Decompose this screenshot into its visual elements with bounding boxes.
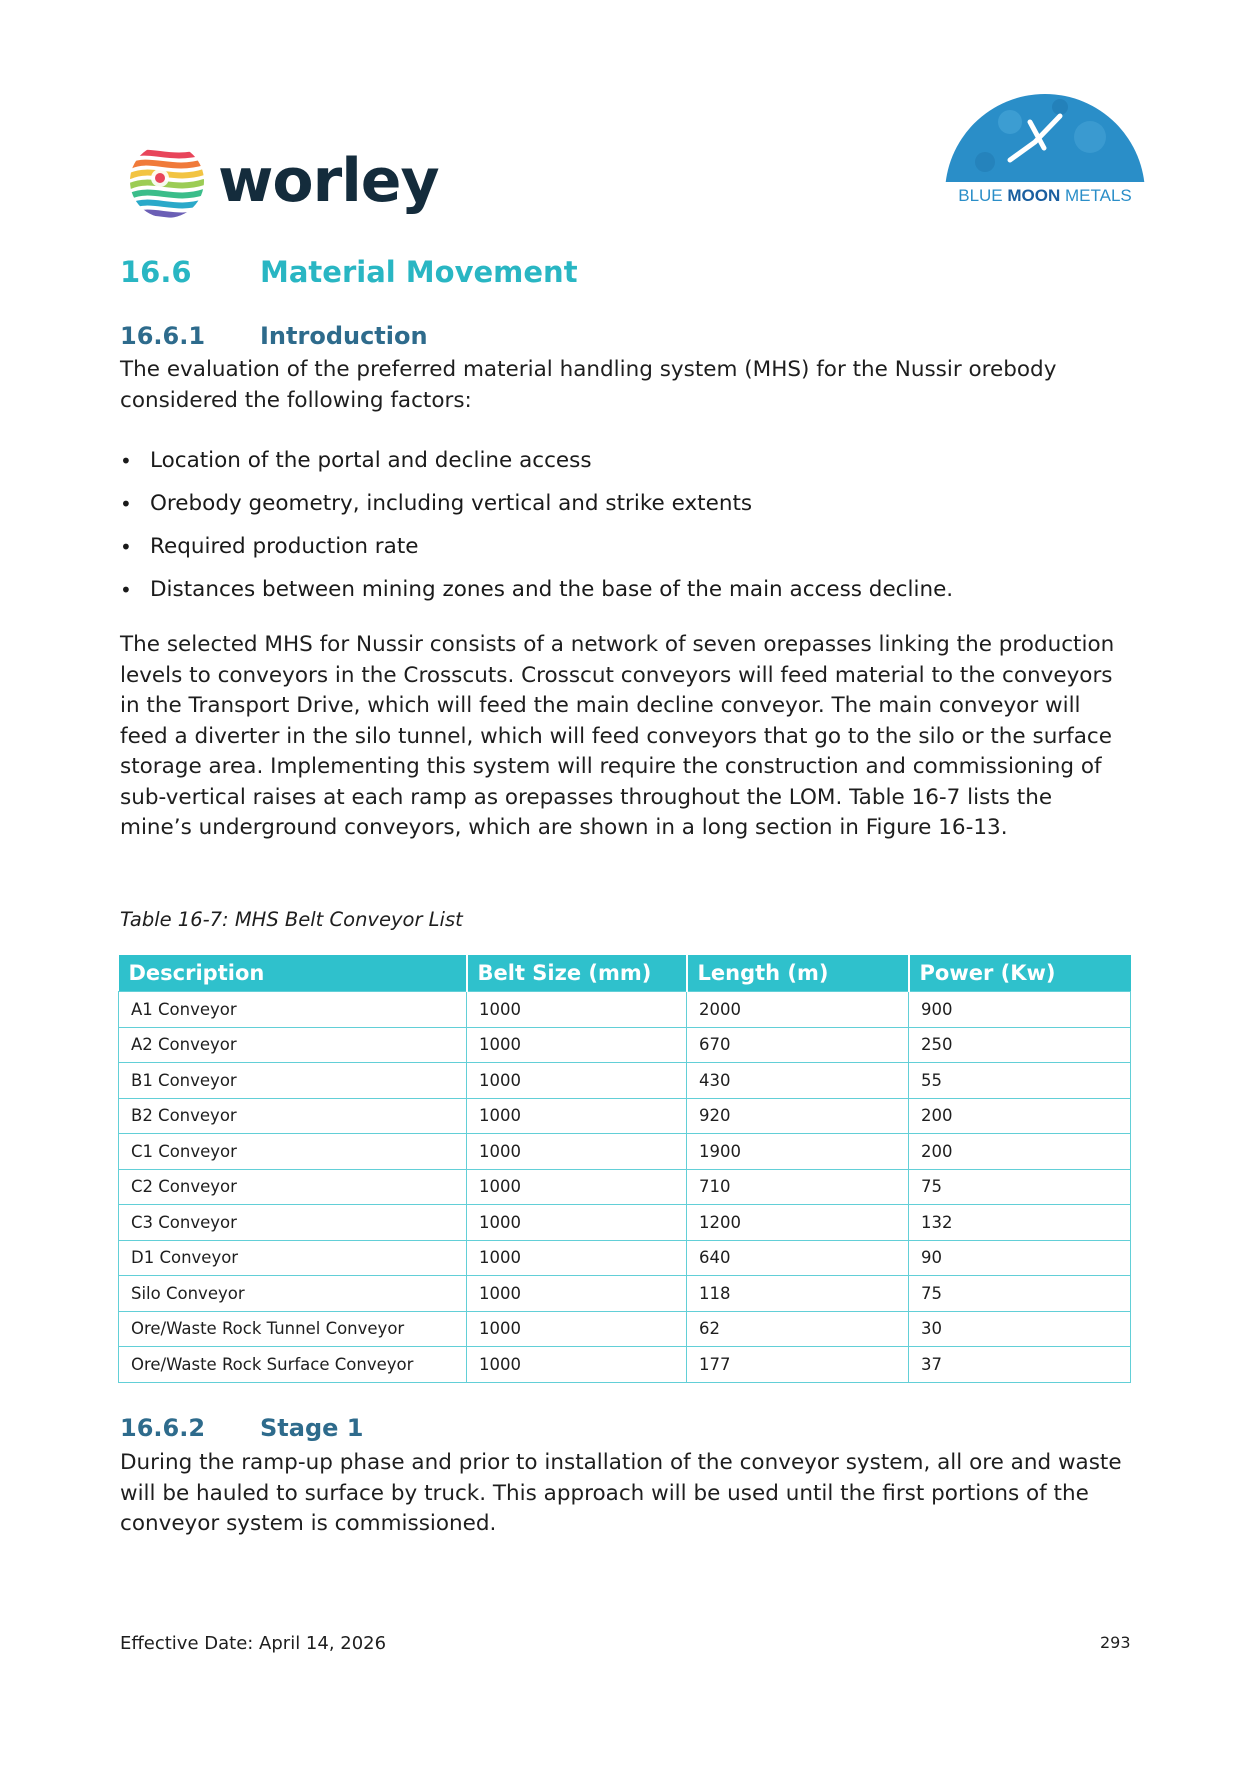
table-header-row [119,955,1131,992]
table-cell: 1200 [687,1205,909,1241]
section-heading [120,255,578,289]
list-item: • Required production rate [120,532,1130,575]
table-cell: 55 [909,1063,1131,1099]
table-row [119,1134,1131,1170]
conveyor-table [118,955,1131,1383]
logo-text-moon: MOON [1007,186,1061,205]
footer-effective-date: Effective Date: April 14, 2026 [120,1633,387,1654]
table-cell: A1 Conveyor [119,992,467,1028]
subsection-heading-introduction [120,322,428,350]
table-cell: 177 [687,1347,909,1383]
table-row [119,1276,1131,1312]
table-cell: 920 [687,1098,909,1134]
table-cell: 37 [909,1347,1131,1383]
moon-icon [940,82,1150,186]
section-number: 16.6 [120,255,192,289]
table-cell: 1000 [467,1311,687,1347]
table-cell: C1 Conveyor [119,1134,467,1170]
table-cell: 1000 [467,1276,687,1312]
table-cell: 430 [687,1063,909,1099]
table-caption: Table 16-7: MHS Belt Conveyor List [120,908,463,931]
table-cell: C3 Conveyor [119,1205,467,1241]
list-item: • Distances between mining zones and the base of the main access decline. [120,575,1130,618]
subsection-title: Stage 1 [260,1414,364,1442]
table-cell: 1000 [467,1169,687,1205]
subsection-title: Introduction [260,322,428,350]
footer-page-number: 293 [1100,1633,1131,1652]
table-row [119,1311,1131,1347]
table-cell: 1000 [467,1205,687,1241]
table-cell: 1000 [467,1027,687,1063]
table-row [119,1205,1131,1241]
subsection-heading-stage-1 [120,1414,363,1442]
section-title: Material Movement [260,255,578,289]
worley-wordmark: worley [218,146,439,216]
table-row [119,1240,1131,1276]
table-cell: C2 Conveyor [119,1169,467,1205]
table-header-cell: Length (m) [687,955,909,992]
worley-logo [128,136,439,226]
table-cell: 1000 [467,1098,687,1134]
table-row [119,1027,1131,1063]
logo-text-blue: BLUE [958,186,1008,205]
table-row [119,1347,1131,1383]
table-row [119,992,1131,1028]
table-cell: 250 [909,1027,1131,1063]
table-cell: 2000 [687,992,909,1028]
table-header-cell: Power (Kw) [909,955,1131,992]
subsection-number: 16.6.2 [120,1414,206,1442]
table-cell: 1000 [467,1347,687,1383]
table-cell: 670 [687,1027,909,1063]
table-header-cell: Belt Size (mm) [467,955,687,992]
blue-moon-metals-wordmark [940,186,1150,206]
stage1-paragraph: During the ramp-up phase and prior to installation of the conveyor system, all ore and waste will be hauled to surface by truck. This approach will be used until the first portions of the conveyor system is commissioned. [120,1450,1122,1536]
table-cell: Ore/Waste Rock Tunnel Conveyor [119,1311,467,1347]
table-cell: 710 [687,1169,909,1205]
table-cell: 200 [909,1098,1131,1134]
intro-paragraph: The evaluation of the preferred material handling system (MHS) for the Nussir orebody considered the following factors: [120,357,1057,413]
table-cell: 90 [909,1240,1131,1276]
table-cell: 62 [687,1311,909,1347]
table-cell: 1000 [467,1063,687,1099]
logo-text-metals: METALS [1060,186,1132,205]
table-cell: 30 [909,1311,1131,1347]
table-header-cell: Description [119,955,467,992]
table-row [119,1063,1131,1099]
table-cell: Ore/Waste Rock Surface Conveyor [119,1347,467,1383]
table-cell: 900 [909,992,1131,1028]
worley-swirl-icon [128,142,206,220]
table-cell: 75 [909,1169,1131,1205]
table-cell: 1900 [687,1134,909,1170]
table-cell: 1000 [467,992,687,1028]
body-paragraph: The selected MHS for Nussir consists of a network of seven orepasses linking the production levels to conveyors in the Crosscuts. Crosscut conveyors will feed material to the conveyors in the Transport Drive, which will feed the main decline conveyor. The main conveyor will feed a diverter in the silo tunnel, which will feed conveyors that go to the silo or the surface storage area. Implementing this system will require the construction and commissioning of sub-vertical raises at each ramp as orepasses throughout the LOM. Table 16-7 lists the mine’s underground conveyors, which are shown in a long section in Figure 16-13. [120,632,1115,840]
table-cell: B1 Conveyor [119,1063,467,1099]
table-cell: 640 [687,1240,909,1276]
list-item: • Location of the portal and decline access [120,446,1130,489]
table-cell: 118 [687,1276,909,1312]
table-cell: A2 Conveyor [119,1027,467,1063]
table-cell: 200 [909,1134,1131,1170]
blue-moon-metals-logo [940,82,1150,212]
table-cell: 1000 [467,1240,687,1276]
list-item: • Orebody geometry, including vertical and strike extents [120,489,1130,532]
table-cell: 1000 [467,1134,687,1170]
table-row [119,1098,1131,1134]
table-cell: 75 [909,1276,1131,1312]
table-cell: Silo Conveyor [119,1276,467,1312]
table-cell: 132 [909,1205,1131,1241]
factors-list [120,446,1130,618]
table-cell: D1 Conveyor [119,1240,467,1276]
table-row [119,1169,1131,1205]
subsection-number: 16.6.1 [120,322,206,350]
table-cell: B2 Conveyor [119,1098,467,1134]
